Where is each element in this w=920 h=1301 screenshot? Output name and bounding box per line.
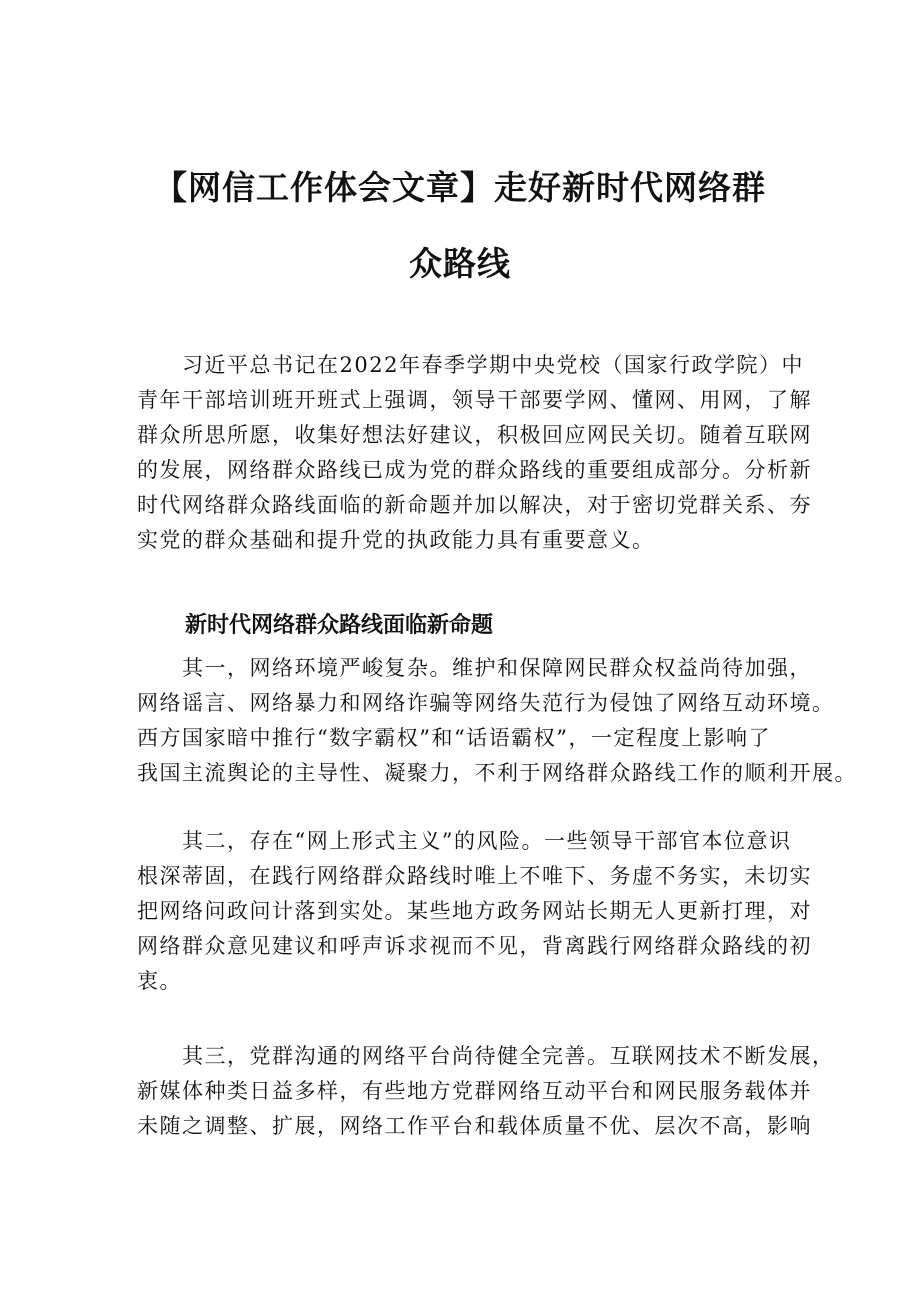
paragraph-3 (137, 824, 812, 999)
paragraph-line: 衷。 (137, 969, 182, 993)
paragraph-line: 网络群众意见建议和呼声诉求视而不见，背离践行网络群众路线的初 (137, 934, 812, 958)
paragraph-2 (137, 651, 857, 791)
paragraph-line: 其一，网络环境严峻复杂。维护和保障网民群众权益尚待加强， (137, 656, 812, 680)
paragraph-line: 时代网络群众路线面临的新命题并加以解决，对于密切党群关系、夯 (137, 493, 812, 517)
section-heading: 新时代网络群众路线面临新命题 (185, 613, 494, 638)
paragraph-line: 的发展，网络群众路线已成为党的群众路线的重要组成部分。分析新 (137, 458, 812, 482)
paragraph-line: 其二，存在“网上形式主义”的风险。一些领导干部官本位意识 (137, 829, 792, 853)
paragraph-line: 我国主流舆论的主导性、凝聚力，不利于网络群众路线工作的顺利开展。 (137, 761, 857, 785)
paragraph-line: 青年干部培训班开班式上强调，领导干部要学网、懂网、用网，了解 (137, 388, 812, 412)
paragraph-1 (137, 348, 812, 558)
document-title-line-1: 【网信工作体会文章】走好新时代网络群 (154, 168, 766, 207)
paragraph-line: 其三，党群沟通的网络平台尚待健全完善。互联网技术不断发展， (137, 1044, 835, 1068)
paragraph-line: 根深蒂固，在践行网络群众路线时唯上不唯下、务虚不务实，未切实 (137, 864, 812, 888)
paragraph-line: 习近平总书记在2022年春季学期中央党校（国家行政学院）中 (137, 353, 804, 377)
paragraph-line: 把网络问政问计落到实处。某些地方政务网站长期无人更新打理，对 (137, 899, 812, 923)
paragraph-line: 西方国家暗中推行“数字霸权”和“话语霸权”，一定程度上影响了 (137, 726, 771, 750)
paragraph-line: 群众所思所愿，收集好想法好建议，积极回应网民关切。随着互联网 (137, 423, 812, 447)
document-title-line-2: 众路线 (409, 244, 511, 283)
paragraph-line: 网络谣言、网络暴力和网络诈骗等网络失范行为侵蚀了网络互动环境。 (137, 691, 835, 715)
paragraph-4 (137, 1039, 835, 1144)
paragraph-line: 未随之调整、扩展，网络工作平台和载体质量不优、层次不高，影响 (137, 1114, 812, 1138)
paragraph-line: 实党的群众基础和提升党的执政能力具有重要意义。 (137, 528, 655, 552)
paragraph-line: 新媒体种类日益多样，有些地方党群网络互动平台和网民服务载体并 (137, 1079, 812, 1103)
